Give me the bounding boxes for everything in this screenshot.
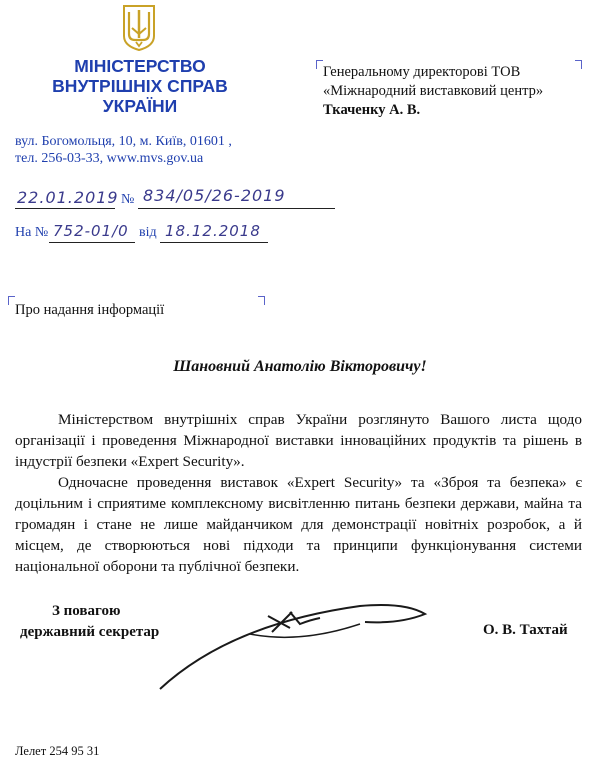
subject: Про надання інформації (15, 302, 165, 318)
ministry-name-line-3: УКРАЇНИ (102, 96, 178, 116)
paragraph-1: Міністерством внутрішніх справ України розглянуто Вашого листа щодо організації і проведення Міжнародної виставки інноваційних продуктів та рішень в індустрії безпеки «Expert Security». (15, 411, 582, 470)
ministry-name-line-2: ВНУТРІШНІХ СПРАВ (52, 76, 228, 96)
ministry-name (40, 56, 240, 116)
recipient-bracket-right (575, 60, 582, 69)
closing-position: державний секретар (20, 624, 160, 640)
paragraph-2: Одночасне проведення виставок «Expert Security» та «Зброя та безпека» є доцільним і сприятиме комплексному висвітленню питань безпеки держави, майна та громадян і стане не лише майданчиком для демонстрації новітніх розробок, а й місцем, де створюються нові підходи та принципи функціонування системи національної оборони та публічної безпеки. (15, 474, 582, 575)
recipient-name: Ткаченку А. В. (323, 102, 421, 118)
signature (150, 584, 480, 694)
outgoing-date: 22.01.2019 (17, 188, 119, 207)
state-emblem-icon (121, 4, 157, 52)
outgoing-number: 834/05/26-2019 (143, 186, 286, 205)
reply-to-line (15, 222, 275, 244)
ministry-name-line-1: МІНІСТЕРСТВО (74, 56, 206, 76)
recipient-line-2: «Міжнародний виставковий центр» (323, 83, 544, 99)
reply-to-number: 752-01/0 (53, 222, 129, 240)
outgoing-line (15, 188, 335, 210)
salutation: Шановний Анатолію Вікторовичу! (173, 358, 427, 375)
subject-bracket-right (258, 296, 265, 305)
letter-body (15, 409, 582, 577)
signatory-name: О. В. Тахтай (483, 622, 568, 638)
reply-to-label: На № (15, 225, 49, 240)
closing-block (20, 601, 159, 643)
ministry-contacts: тел. 256-03-33, www.mvs.gov.ua (15, 151, 204, 166)
subject-bracket-left (8, 296, 15, 305)
reply-to-date: 18.12.2018 (165, 222, 261, 240)
closing-regards: З повагою (52, 603, 121, 619)
executor: Лелет 254 95 31 (15, 744, 100, 758)
reply-to-from-label: від (139, 225, 157, 240)
ministry-address: вул. Богомольця, 10, м. Київ, 01601 , (15, 134, 232, 149)
outgoing-number-label: № (121, 192, 135, 207)
recipient-line-1: Генеральному директорові ТОВ (323, 64, 521, 80)
recipient-bracket-left (316, 60, 323, 69)
recipient-block (323, 63, 543, 120)
